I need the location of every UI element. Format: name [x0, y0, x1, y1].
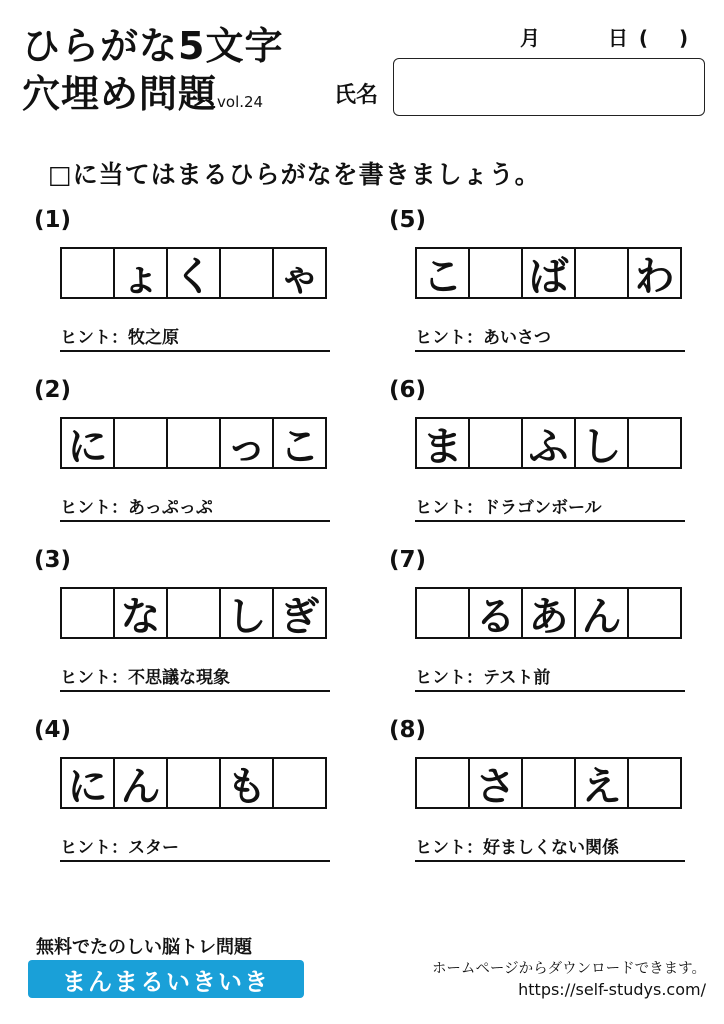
given-letter-cell: ん [576, 589, 629, 637]
question-number: (4) [34, 717, 72, 743]
hint-text: ヒント：あいさつ [415, 328, 551, 348]
given-letter-cell: ぎ [274, 589, 327, 637]
given-letter-cell: に [62, 759, 115, 807]
answer-boxes [415, 247, 682, 299]
given-letter-cell: に [62, 419, 115, 467]
given-letter-cell: ゃ [274, 249, 327, 297]
blank-answer-cell[interactable] [168, 589, 221, 637]
hint-text: ヒント：好ましくない関係 [415, 838, 619, 858]
hint-underline [60, 690, 330, 692]
answer-boxes [60, 417, 327, 469]
answer-boxes [415, 417, 682, 469]
blank-answer-cell[interactable] [115, 419, 168, 467]
given-letter-cell: る [470, 589, 523, 637]
blank-answer-cell[interactable] [629, 419, 682, 467]
title-text: 穴埋め問題 [22, 72, 218, 116]
given-letter-cell: っ [221, 419, 274, 467]
day-label: 日 [607, 26, 628, 50]
blank-answer-cell[interactable] [274, 759, 327, 807]
worksheet-title-line1: ひらがな5文字 [22, 24, 284, 68]
download-note: ホームページからダウンロードできます。 [431, 961, 706, 977]
blank-answer-cell[interactable] [576, 249, 629, 297]
given-letter-cell: こ [274, 419, 327, 467]
blank-answer-cell[interactable] [168, 759, 221, 807]
question-number: (5) [389, 207, 427, 233]
instruction-text: □に当てはまるひらがなを書きましょう。 [48, 160, 541, 189]
question-number: (8) [389, 717, 427, 743]
given-letter-cell: く [168, 249, 221, 297]
volume-label: vol.24 [217, 93, 264, 111]
worksheet-title-line2 [22, 72, 263, 124]
given-letter-cell: ば [523, 249, 576, 297]
answer-boxes [60, 247, 327, 299]
hint-text: ヒント：牧之原 [60, 328, 179, 348]
question-number: (3) [34, 547, 72, 573]
hint-underline [415, 350, 685, 352]
answer-boxes [60, 757, 327, 809]
hint-underline [60, 520, 330, 522]
hint-text: ヒント：あっぷっぷ [60, 498, 213, 518]
hint-text: ヒント：スター [60, 838, 179, 858]
name-label: 氏名 [334, 83, 379, 108]
blank-answer-cell[interactable] [523, 759, 576, 807]
given-letter-cell: え [576, 759, 629, 807]
site-url[interactable]: https://self-studys.com/ [518, 980, 706, 999]
given-letter-cell: あ [523, 589, 576, 637]
given-letter-cell: さ [470, 759, 523, 807]
given-letter-cell: な [115, 589, 168, 637]
hint-text: ヒント：ドラゴンボール [415, 498, 602, 518]
hint-underline [415, 520, 685, 522]
given-letter-cell: ょ [115, 249, 168, 297]
given-letter-cell: わ [629, 249, 682, 297]
hint-underline [60, 860, 330, 862]
question-number: (6) [389, 377, 427, 403]
brand-tagline: 無料でたのしい脳トレ問題 [36, 937, 252, 958]
blank-answer-cell[interactable] [168, 419, 221, 467]
hint-text: ヒント：不思議な現象 [60, 668, 230, 688]
name-input-box[interactable] [393, 58, 705, 116]
blank-answer-cell[interactable] [629, 759, 682, 807]
hint-underline [415, 690, 685, 692]
question-number: (2) [34, 377, 72, 403]
given-letter-cell: こ [417, 249, 470, 297]
question-number: (1) [34, 207, 72, 233]
given-letter-cell: し [576, 419, 629, 467]
question-number: (7) [389, 547, 427, 573]
date-field [520, 22, 688, 51]
answer-boxes [60, 587, 327, 639]
hint-underline [415, 860, 685, 862]
given-letter-cell: し [221, 589, 274, 637]
answer-boxes [415, 757, 682, 809]
blank-answer-cell[interactable] [417, 589, 470, 637]
given-letter-cell: ふ [523, 419, 576, 467]
month-label: 月 [520, 26, 540, 50]
hint-text: ヒント：テスト前 [415, 668, 551, 688]
blank-answer-cell[interactable] [470, 249, 523, 297]
given-letter-cell: ま [417, 419, 470, 467]
blank-answer-cell[interactable] [62, 589, 115, 637]
blank-answer-cell[interactable] [62, 249, 115, 297]
given-letter-cell: ん [115, 759, 168, 807]
blank-answer-cell[interactable] [221, 249, 274, 297]
blank-answer-cell[interactable] [417, 759, 470, 807]
weekday-paren: ( ) [638, 26, 689, 50]
hint-underline [60, 350, 330, 352]
brand-logo: まんまるいきいき [28, 960, 304, 998]
given-letter-cell: も [221, 759, 274, 807]
answer-boxes [415, 587, 682, 639]
blank-answer-cell[interactable] [470, 419, 523, 467]
blank-answer-cell[interactable] [629, 589, 682, 637]
